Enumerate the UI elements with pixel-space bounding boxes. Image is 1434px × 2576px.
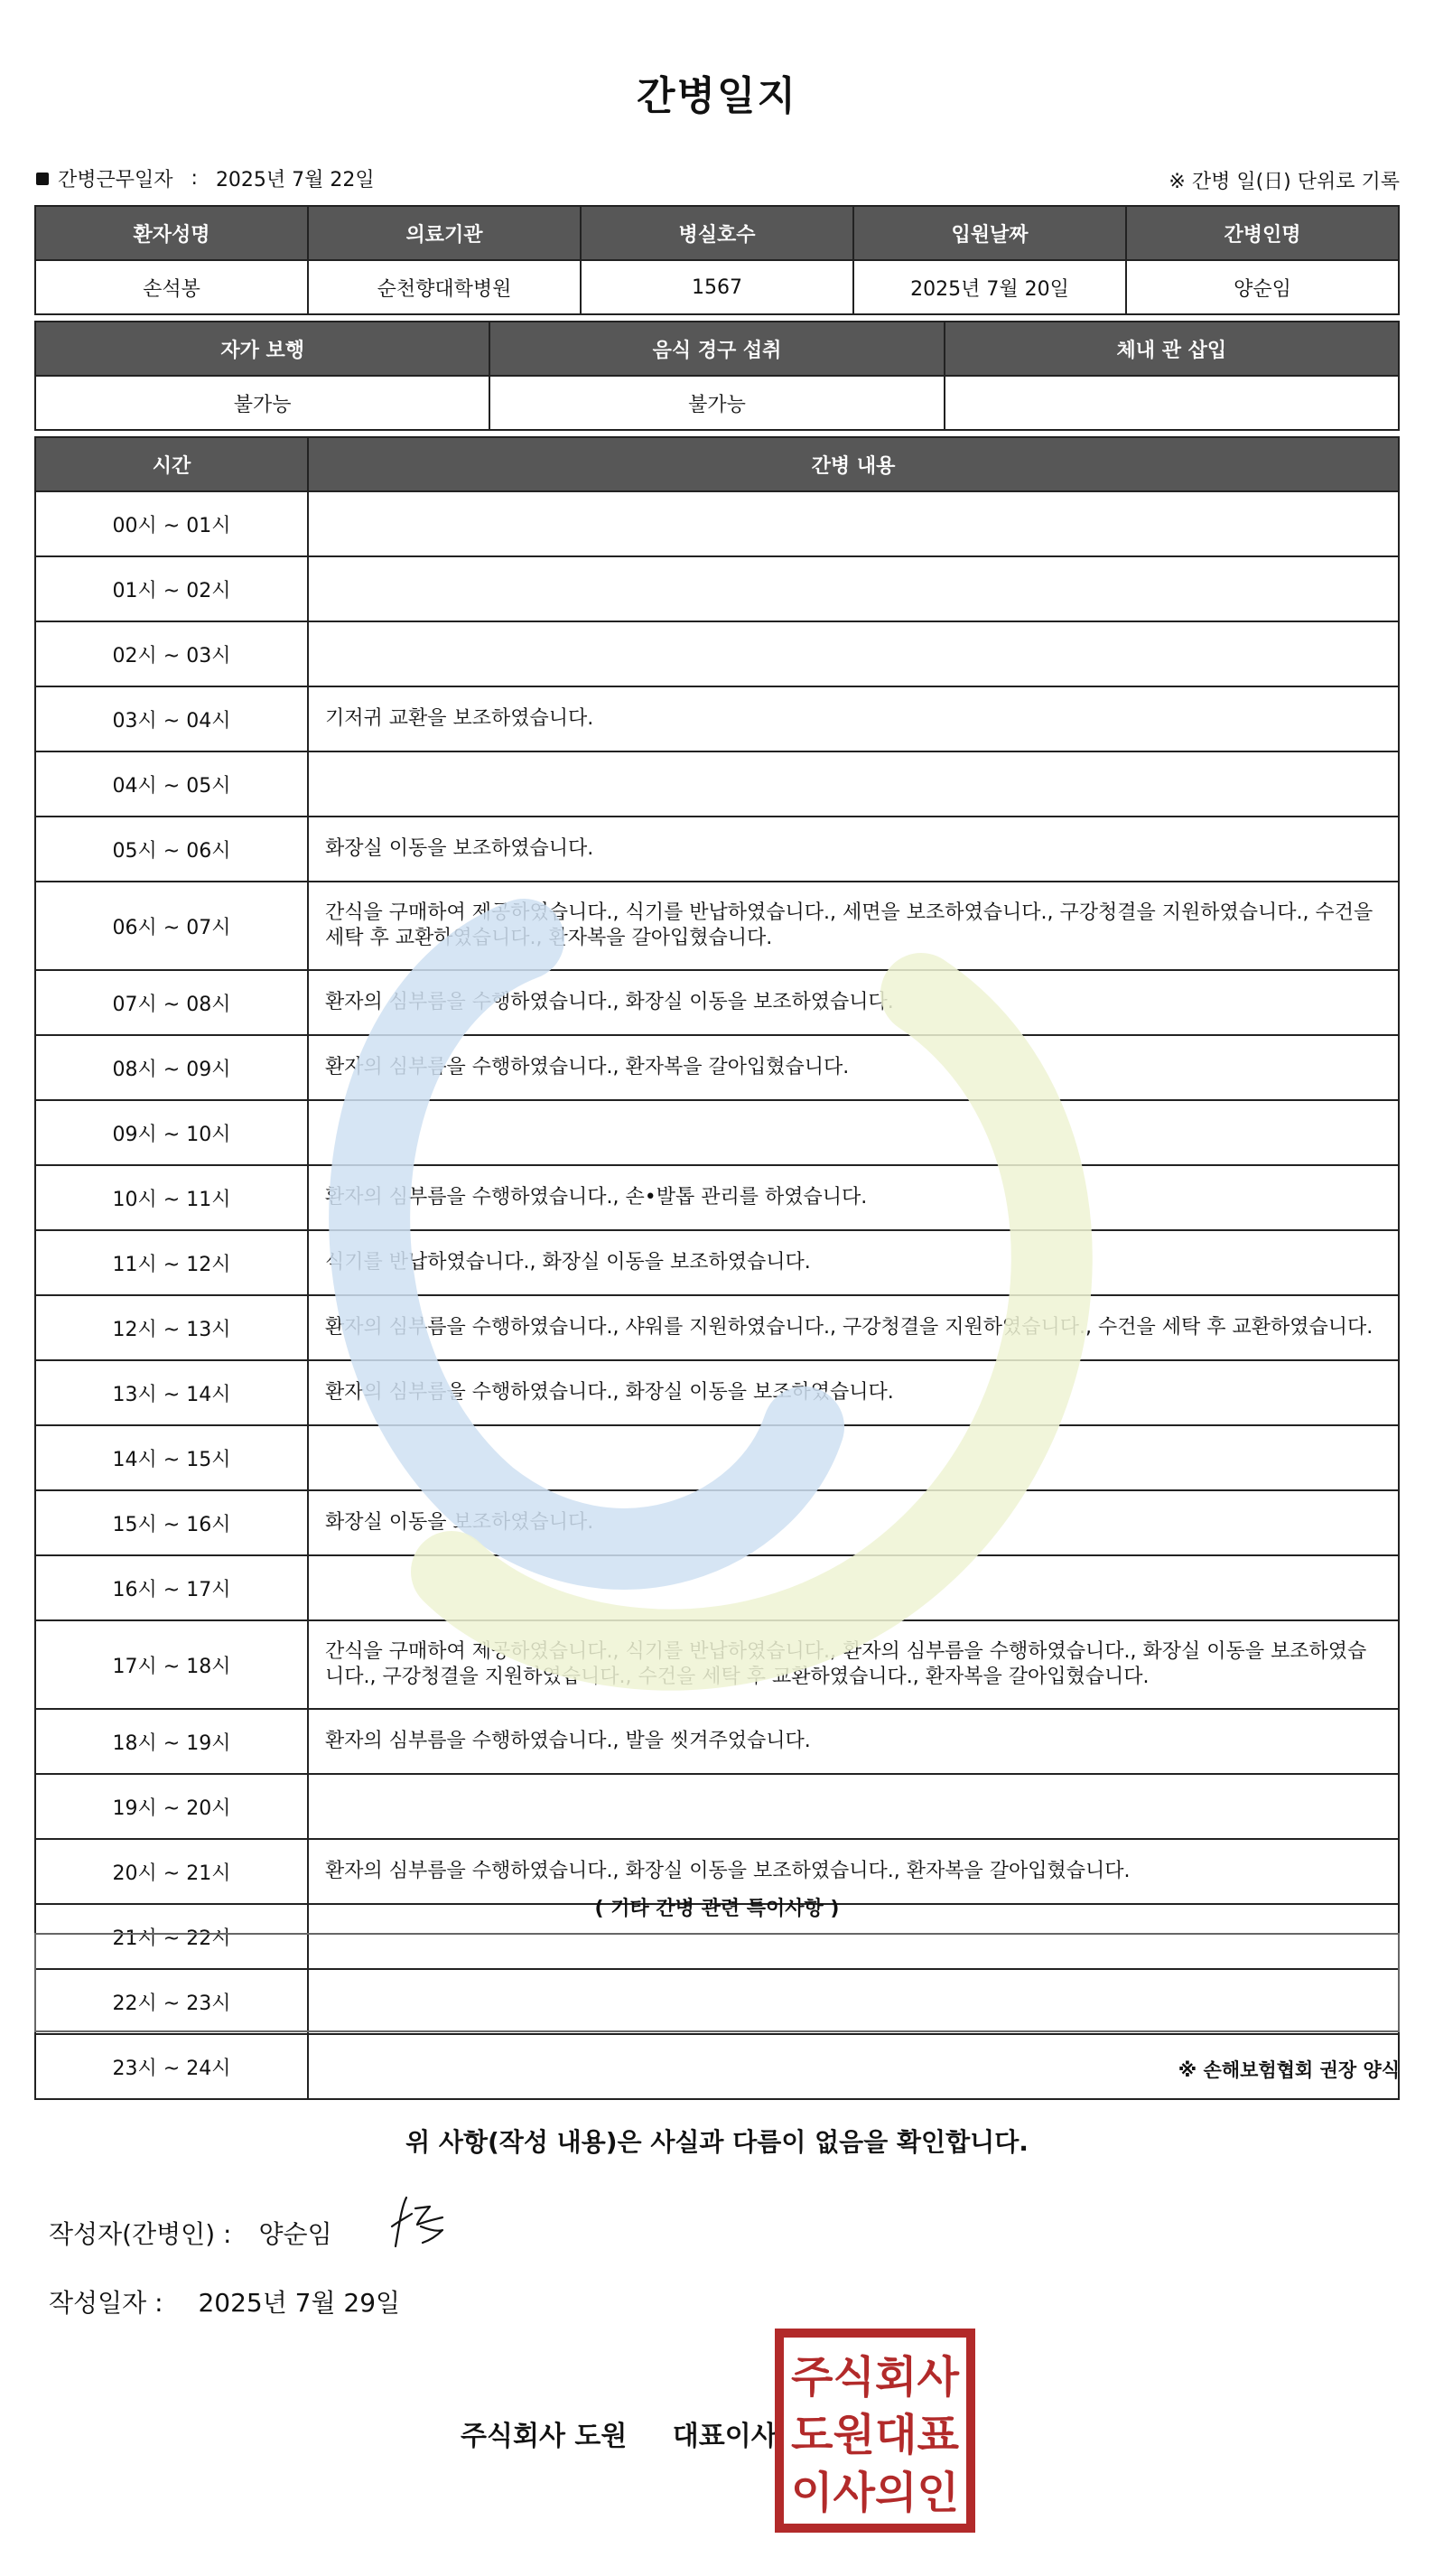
patient-status-table <box>34 321 1400 431</box>
care-content <box>308 491 1399 556</box>
company-representative: 대표이사 <box>672 2421 778 2452</box>
header-time: 시간 <box>35 437 308 491</box>
write-date-value: 2025년 7월 29일 <box>198 2288 401 2318</box>
table-row <box>35 686 1399 751</box>
header-admission-date: 입원날짜 <box>853 206 1126 260</box>
time-slot: 07시 ~ 08시 <box>35 970 308 1035</box>
svg-text:도원대표: 도원대표 <box>791 2410 960 2460</box>
work-date <box>36 164 375 192</box>
header-tube-insertion: 체내 관 삽입 <box>945 322 1399 376</box>
care-content: 환자의 심부름을 수행하였습니다., 화장실 이동을 보조하였습니다. <box>308 970 1399 1035</box>
time-slot: 14시 ~ 15시 <box>35 1425 308 1490</box>
svg-text:주식회사: 주식회사 <box>791 2352 960 2403</box>
time-slot: 08시 ~ 09시 <box>35 1035 308 1100</box>
caregiver-name: 양순임 <box>1126 260 1399 314</box>
room-number: 1567 <box>581 260 853 314</box>
patient-info-header-row <box>35 206 1399 260</box>
table-row <box>35 1620 1399 1709</box>
work-date-label: 간병근무일자 <box>58 169 173 191</box>
care-content: 환자의 심부름을 수행하였습니다., 환자복을 갈아입혔습니다. <box>308 1035 1399 1100</box>
time-slot: 10시 ~ 11시 <box>35 1165 308 1230</box>
write-date-line <box>49 2283 400 2319</box>
table-row <box>35 621 1399 686</box>
care-content <box>308 621 1399 686</box>
seal-icon <box>784 2338 966 2524</box>
page-title: 간병일지 <box>636 73 797 119</box>
oral-intake-value: 불가능 <box>489 376 944 430</box>
table-row <box>35 751 1399 817</box>
time-slot: 01시 ~ 02시 <box>35 556 308 621</box>
company-name: 주식회사 도원 <box>461 2421 628 2452</box>
time-slot: 15시 ~ 16시 <box>35 1490 308 1555</box>
tube-insertion-value <box>945 376 1399 430</box>
self-walking-value: 불가능 <box>35 376 489 430</box>
table-row <box>35 1100 1399 1165</box>
time-slot: 12시 ~ 13시 <box>35 1295 308 1360</box>
square-bullet-icon <box>36 173 49 185</box>
care-content: 환자의 심부름을 수행하였습니다., 샤워를 지원하였습니다., 구강청결을 지원하였습니다., 수건을 세탁 후 교환하였습니다. <box>308 1295 1399 1360</box>
table-row <box>35 882 1399 970</box>
writer-line <box>49 2215 332 2251</box>
care-content <box>308 751 1399 817</box>
time-slot: 02시 ~ 03시 <box>35 621 308 686</box>
care-content: 기저귀 교환을 보조하였습니다. <box>308 686 1399 751</box>
table-row <box>35 1490 1399 1555</box>
special-notes-box <box>34 1933 1400 2032</box>
time-slot: 03시 ~ 04시 <box>35 686 308 751</box>
time-slot: 11시 ~ 12시 <box>35 1230 308 1295</box>
table-row <box>35 1035 1399 1100</box>
writer-label: 작성자(간병인) : <box>49 2219 232 2249</box>
care-content: 환자의 심부름을 수행하였습니다., 발을 씻겨주었습니다. <box>308 1709 1399 1774</box>
time-slot: 16시 ~ 17시 <box>35 1555 308 1620</box>
record-unit-note: ※ 간병 일(日) 단위로 기록 <box>1169 171 1400 193</box>
work-date-separator: : <box>191 167 198 190</box>
header-room-number: 병실호수 <box>581 206 853 260</box>
care-content: 화장실 이동을 보조하였습니다. <box>308 1490 1399 1555</box>
header-hospital: 의료기관 <box>308 206 581 260</box>
care-content: 간식을 구매하여 제공하였습니다., 식기를 반납하였습니다., 환자의 심부름을 수행하였습니다., 화장실 이동을 보조하였습니다., 구강청결을 지원하였습니다., 수건을 세탁 후 교환하였습니다., 환자복을 갈아입혔습니다. <box>308 1620 1399 1709</box>
time-slot: 06시 ~ 07시 <box>35 882 308 970</box>
patient-status-value-row <box>35 376 1399 430</box>
table-row <box>35 1425 1399 1490</box>
form-source-note: ※ 손해보험협회 권장 양식 <box>1178 2059 1400 2081</box>
patient-name: 손석봉 <box>35 260 308 314</box>
header-self-walking: 자가 보행 <box>35 322 489 376</box>
care-content <box>308 1425 1399 1490</box>
table-row <box>35 817 1399 882</box>
time-slot: 18시 ~ 19시 <box>35 1709 308 1774</box>
time-slot: 19시 ~ 20시 <box>35 1774 308 1839</box>
header-care-content: 간병 내용 <box>308 437 1399 491</box>
time-slot: 04시 ~ 05시 <box>35 751 308 817</box>
care-content <box>308 1774 1399 1839</box>
time-slot: 00시 ~ 01시 <box>35 491 308 556</box>
confirmation-statement: 위 사항(작성 내용)은 사실과 다름이 없음을 확인합니다. <box>405 2127 1029 2157</box>
table-row <box>35 1165 1399 1230</box>
work-date-value: 2025년 7월 22일 <box>215 169 375 191</box>
time-slot: 17시 ~ 18시 <box>35 1620 308 1709</box>
patient-info-value-row <box>35 260 1399 314</box>
table-row <box>35 1774 1399 1839</box>
table-row <box>35 970 1399 1035</box>
header-caregiver-name: 간병인명 <box>1126 206 1399 260</box>
write-date-label: 작성일자 : <box>49 2288 163 2318</box>
time-slot: 22시 ~ 23시 <box>35 1969 308 2034</box>
time-slot: 23시 ~ 24시 <box>35 2034 308 2099</box>
table-row <box>35 491 1399 556</box>
table-row <box>35 556 1399 621</box>
care-content <box>308 1555 1399 1620</box>
table-row <box>35 1709 1399 1774</box>
care-content: 화장실 이동을 보조하였습니다. <box>308 817 1399 882</box>
care-content <box>308 556 1399 621</box>
handwritten-signature <box>379 2190 470 2254</box>
care-content: 간식을 구매하여 제공하였습니다., 식기를 반납하였습니다., 세면을 보조하였습니다., 구강청결을 지원하였습니다., 수건을 세탁 후 교환하였습니다., 환자복을 갈아입혔습니다. <box>308 882 1399 970</box>
time-slot: 05시 ~ 06시 <box>35 817 308 882</box>
svg-text:이사의인: 이사의인 <box>791 2468 959 2518</box>
table-row <box>35 1360 1399 1425</box>
company-seal-stamp <box>775 2329 975 2533</box>
care-content: 환자의 심부름을 수행하였습니다., 손•발톱 관리를 하였습니다. <box>308 1165 1399 1230</box>
hospital: 순천향대학병원 <box>308 260 581 314</box>
company-signature-line <box>461 2413 778 2453</box>
writer-name: 양순임 <box>258 2219 332 2249</box>
admission-date: 2025년 7월 20일 <box>853 260 1126 314</box>
time-slot: 13시 ~ 14시 <box>35 1360 308 1425</box>
patient-info-table <box>34 205 1400 315</box>
time-slot: 20시 ~ 21시 <box>35 1839 308 1904</box>
care-content: 환자의 심부름을 수행하였습니다., 화장실 이동을 보조하였습니다., 환자복을 갈아입혔습니다. <box>308 1839 1399 1904</box>
table-row <box>35 1230 1399 1295</box>
hourly-care-log-table <box>34 436 1400 2100</box>
care-content: 식기를 반납하였습니다., 화장실 이동을 보조하였습니다. <box>308 1230 1399 1295</box>
care-content: 환자의 심부름을 수행하였습니다., 화장실 이동을 보조하였습니다. <box>308 1360 1399 1425</box>
table-row <box>35 1555 1399 1620</box>
table-row <box>35 1295 1399 1360</box>
care-content <box>308 1100 1399 1165</box>
special-notes-title: ( 기타 간병 관련 특이사항 ) <box>594 1898 840 1920</box>
time-slot: 09시 ~ 10시 <box>35 1100 308 1165</box>
header-oral-intake: 음식 경구 섭취 <box>489 322 944 376</box>
time-slot: 21시 ~ 22시 <box>35 1904 308 1969</box>
header-patient-name: 환자성명 <box>35 206 308 260</box>
care-log-header-row <box>35 437 1399 491</box>
patient-status-header-row <box>35 322 1399 376</box>
